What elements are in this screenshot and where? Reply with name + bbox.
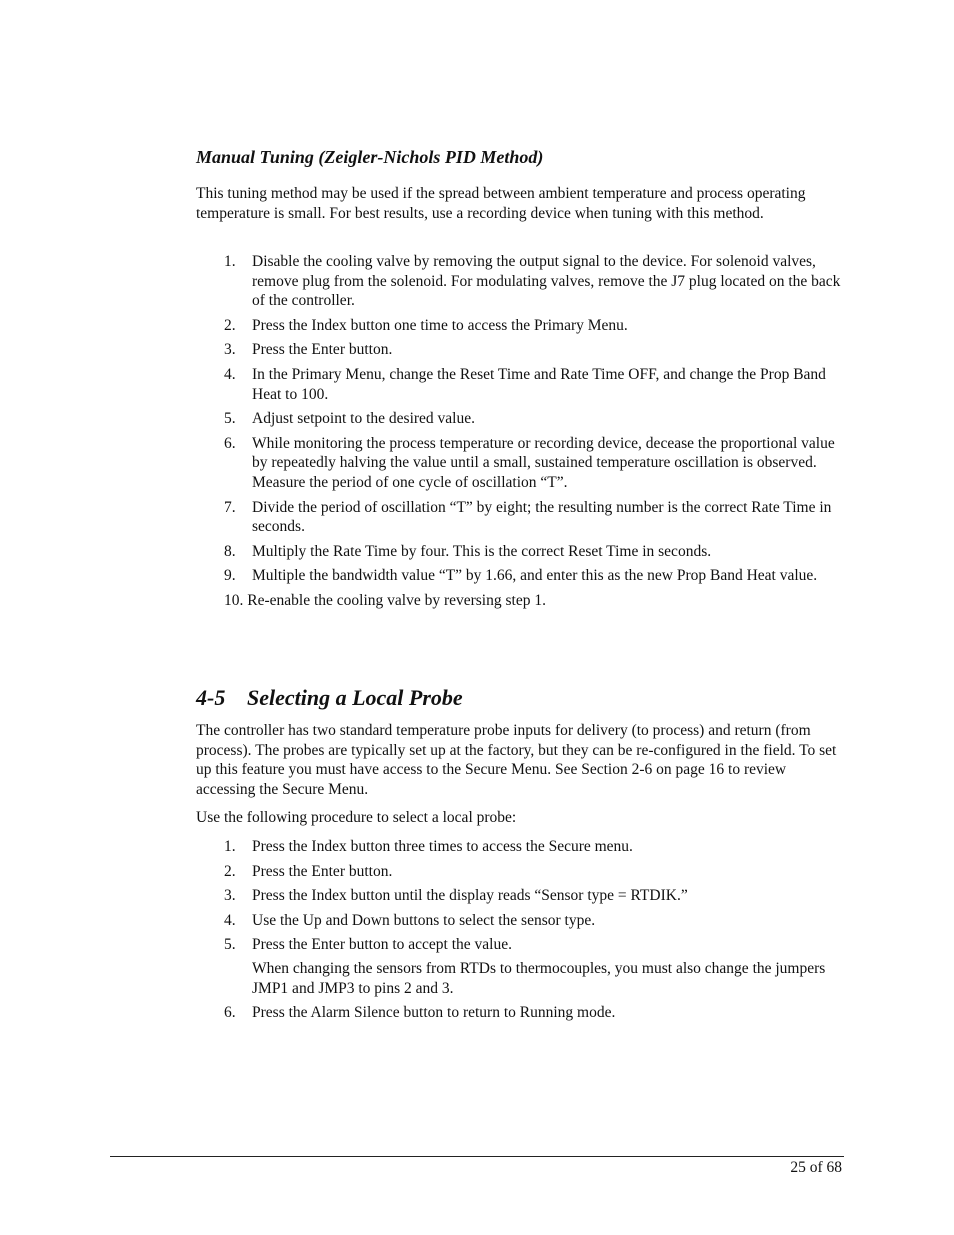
subsection-heading: Manual Tuning (Zeigler-Nichols PID Method) [196, 147, 544, 167]
step-text: Use the Up and Down buttons to select the sensor type. [252, 911, 596, 929]
step-text: Press the Index button one time to access the Primary Menu. [252, 316, 628, 334]
list-item: 3. Press the Index button until the display reads “Sensor type = RTDIK.” [224, 886, 844, 906]
section-heading [196, 685, 463, 711]
tuning-steps-list [224, 252, 844, 616]
list-item: 4. In the Primary Menu, change the Reset Time and Rate Time OFF, and change the Prop Band Heat to 100. [224, 365, 844, 404]
footer-rule [110, 1156, 844, 1157]
step-text: Press the Index button three times to access the Secure menu. [252, 838, 633, 855]
step-text: Multiply the Rate Time by four. This is the correct Reset Time in seconds. [252, 542, 712, 560]
list-item: 4. Use the Up and Down buttons to select the sensor type. [224, 911, 844, 931]
section-intro-paragraph: The controller has two standard temperature probe inputs for delivery (to process) and return (from process). The probes are typically set up at the factory, but they can be re-configured in the field. To set up this feature you must have access to the Secure Menu. See Section 2-6 on page 16 to review accessing the Secure Menu. [196, 722, 837, 798]
list-item: 6. Press the Alarm Silence button to return to Running mode. [224, 1003, 844, 1023]
list-item: 7. Divide the period of oscillation “T” by eight; the resulting number is the correct Rate Time in seconds. [224, 498, 844, 537]
step-text: Multiple the bandwidth value “T” by 1.66, and enter this as the new Prop Band Heat value. [252, 567, 818, 585]
step-text: Press the Enter button. [252, 341, 393, 359]
step-text: In the Primary Menu, change the Reset Time and Rate Time OFF, and change the Prop Band Heat to 100. [252, 365, 826, 403]
list-item: 3. Press the Enter button. [224, 340, 844, 360]
list-item: 5. Adjust setpoint to the desired value. [224, 409, 844, 429]
step-text: Re-enable the cooling valve by reversing step 1. [247, 591, 546, 609]
list-item: 2. Press the Enter button. [224, 862, 844, 882]
step-text: Press the Index button until the display reads “Sensor type = RTDIK.” [252, 887, 688, 905]
page-number: 25 of 68 [790, 1159, 842, 1176]
procedure-lead: Use the following procedure to select a local probe: [196, 809, 517, 826]
list-item: 2. Press the Index button one time to access the Primary Menu. [224, 316, 844, 336]
list-item: 9. Multiple the bandwidth value “T” by 1.66, and enter this as the new Prop Band Heat value. [224, 566, 844, 586]
step-text: Press the Enter button. [252, 862, 393, 880]
list-item: 6. While monitoring the process temperature or recording device, decease the proportional value by repeatedly halving the value until a small, sustained temperature oscillation is observed. Measure the period of one cycle of oscillation “T”. [224, 434, 844, 493]
intro-paragraph: This tuning method may be used if the spread between ambient temperature and process operating temperature is small. For best results, use a recording device when tuning with this method. [196, 185, 806, 222]
list-item: 5. Press the Enter button to accept the value. When changing the sensors from RTDs to thermocouples, you must also change the jumpers JMP1 and JMP3 to pins 2 and 3. [224, 935, 844, 998]
list-item: 8. Multiply the Rate Time by four. This is the correct Reset Time in seconds. [224, 542, 844, 562]
step-text: Adjust setpoint to the desired value. [252, 410, 475, 428]
step-text: Disable the cooling valve by removing the output signal to the device. For solenoid valves, remove plug from the solenoid. For modulating valves, remove the J7 plug located on the back of the controller. [252, 253, 841, 310]
step-note: When changing the sensors from RTDs to thermocouples, you must also change the jumpers JMP1 and JMP3 to pins 2 and 3. [252, 959, 826, 997]
section-number: 4-5 [196, 685, 226, 710]
probe-steps-list [224, 837, 844, 1028]
step-text: Divide the period of oscillation “T” by eight; the resulting number is the correct Rate Time in seconds. [252, 498, 832, 536]
step-text: Press the Enter button to accept the value. [252, 936, 512, 954]
list-item: 1. Press the Index button three times to access the Secure menu. [224, 837, 844, 857]
list-item: 1. Disable the cooling valve by removing the output signal to the device. For solenoid valves, remove plug from the solenoid. For modulating valves, remove the J7 plug located on the back of the controller. [224, 252, 844, 311]
section-title: Selecting a Local Probe [247, 685, 463, 710]
list-item: 10. Re-enable the cooling valve by reversing step 1. [224, 591, 546, 609]
step-text: Press the Alarm Silence button to return to Running mode. [252, 1004, 616, 1022]
step-text: While monitoring the process temperature or recording device, decease the proportional value by repeatedly halving the value until a small, sustained temperature oscillation is observed. Measure the period of one cycle of oscillation “T”. [252, 434, 835, 491]
